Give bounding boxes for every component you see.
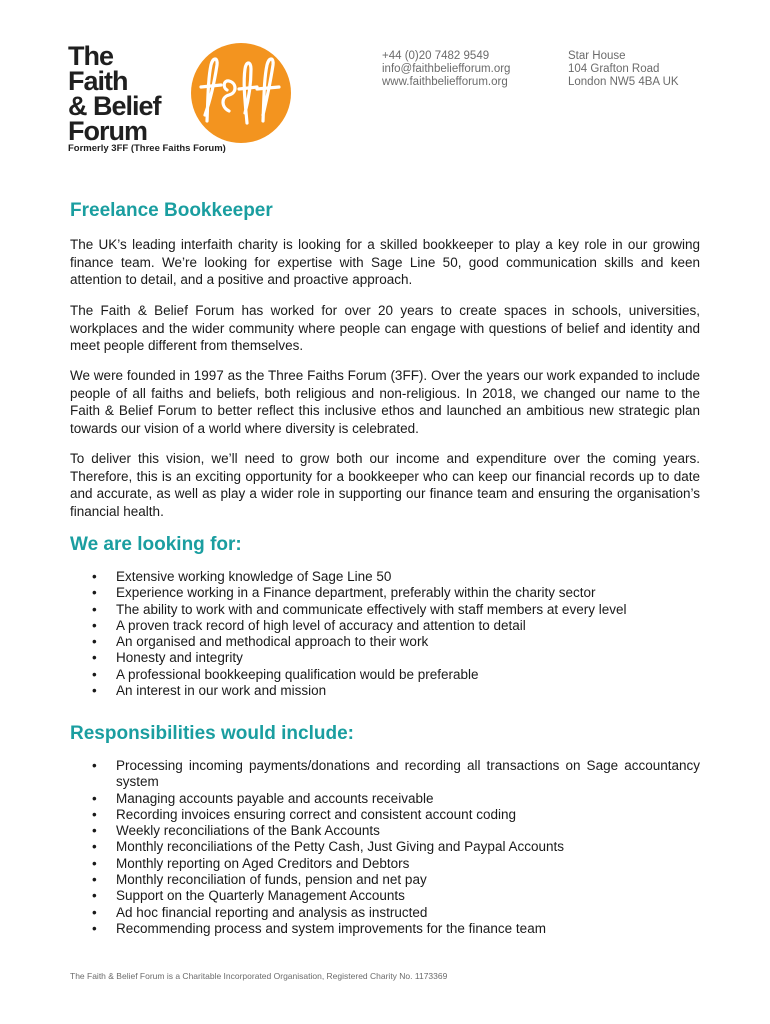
address-line: 104 Grafton Road	[568, 63, 660, 75]
looking-for-heading: We are looking for:	[70, 534, 242, 555]
list-item: • Extensive working knowledge of Sage Line 50	[70, 569, 700, 585]
logo-monogram-icon	[191, 43, 291, 143]
page-title: Freelance Bookkeeper	[70, 200, 273, 221]
list-item: • Honesty and integrity	[70, 650, 700, 666]
address-line: Star House	[568, 50, 626, 62]
logo-word-faith: Faith	[68, 66, 128, 96]
list-item: • Weekly reconciliations of the Bank Accounts	[70, 823, 700, 839]
contact-phone: +44 (0)20 7482 9549	[382, 50, 490, 62]
list-item: • The ability to work with and communicate effectively with staff members at every level	[70, 602, 700, 618]
list-item: • Ad hoc financial reporting and analysis as instructed	[70, 905, 700, 921]
looking-for-list	[70, 569, 700, 699]
list-item: • Recommending process and system improvements for the finance team	[70, 921, 700, 937]
contact-email[interactable]: info@faithbeliefforum.org	[382, 63, 511, 75]
list-item: • An interest in our work and mission	[70, 683, 700, 699]
logo-word-forum: Forum	[68, 116, 147, 146]
list-item: • Monthly reconciliations of the Petty Cash, Just Giving and Paypal Accounts	[70, 839, 700, 855]
list-item: • Managing accounts payable and accounts receivable	[70, 791, 700, 807]
list-item: • Monthly reporting on Aged Creditors and Debtors	[70, 856, 700, 872]
logo-subtitle: Formerly 3FF (Three Faiths Forum)	[68, 143, 226, 154]
list-item: • An organised and methodical approach to their work	[70, 634, 700, 650]
intro-paragraph: We were founded in 1997 as the Three Faiths Forum (3FF). Over the years our work expanded to include people of all faiths and beliefs, both religious and non-religious. In 2018, we changed our name to the Faith & Belief Forum to better reflect this inclusive ethos and launched an ambitious new strategic plan towards our vision of a world where diversity is celebrated.	[70, 368, 700, 436]
intro-paragraph: The Faith & Belief Forum has worked for over 20 years to create spaces in schools, universities, workplaces and the wider community where people can engage with questions of belief and identity and meet people different from themselves.	[70, 303, 700, 353]
responsibilities-heading: Responsibilities would include:	[70, 723, 354, 744]
list-item: • Experience working in a Finance department, preferably within the charity sector	[70, 585, 700, 601]
list-item: • A proven track record of high level of accuracy and attention to detail	[70, 618, 700, 634]
list-item: • Monthly reconciliation of funds, pension and net pay	[70, 872, 700, 888]
contact-details	[382, 50, 510, 89]
contact-website[interactable]: www.faithbeliefforum.org	[382, 76, 508, 88]
page-footer: The Faith & Belief Forum is a Charitable Incorporated Organisation, Registered Charity No. 1173369	[70, 971, 448, 981]
intro-paragraph: The UK’s leading interfaith charity is looking for a skilled bookkeeper to play a key role in our growing finance team. We’re looking for expertise with Sage Line 50, good communication skills and keen attention to detail, and a positive and proactive approach.	[70, 237, 700, 287]
list-item: • A professional bookkeeping qualification would be preferable	[70, 667, 700, 683]
address-line: London NW5 4BA UK	[568, 76, 679, 88]
list-item: • Recording invoices ensuring correct and consistent account coding	[70, 807, 700, 823]
responsibilities-list	[70, 758, 700, 937]
list-item: • Support on the Quarterly Management Accounts	[70, 888, 700, 904]
intro-paragraph: To deliver this vision, we’ll need to grow both our income and expenditure over the coming years. Therefore, this is an exciting opportunity for a bookkeeper who can keep our financial records up to date and accurate, as well as play a wider role in supporting our finance team and ensuring the organisation’s financial health.	[70, 451, 700, 519]
organisation-logo	[68, 40, 298, 158]
postal-address	[568, 50, 679, 89]
list-item: • Processing incoming payments/donations and recording all transactions on Sage accountancy system	[70, 758, 700, 791]
logo-word-the: The	[68, 41, 114, 71]
logo-word-belief: & Belief	[68, 91, 161, 121]
